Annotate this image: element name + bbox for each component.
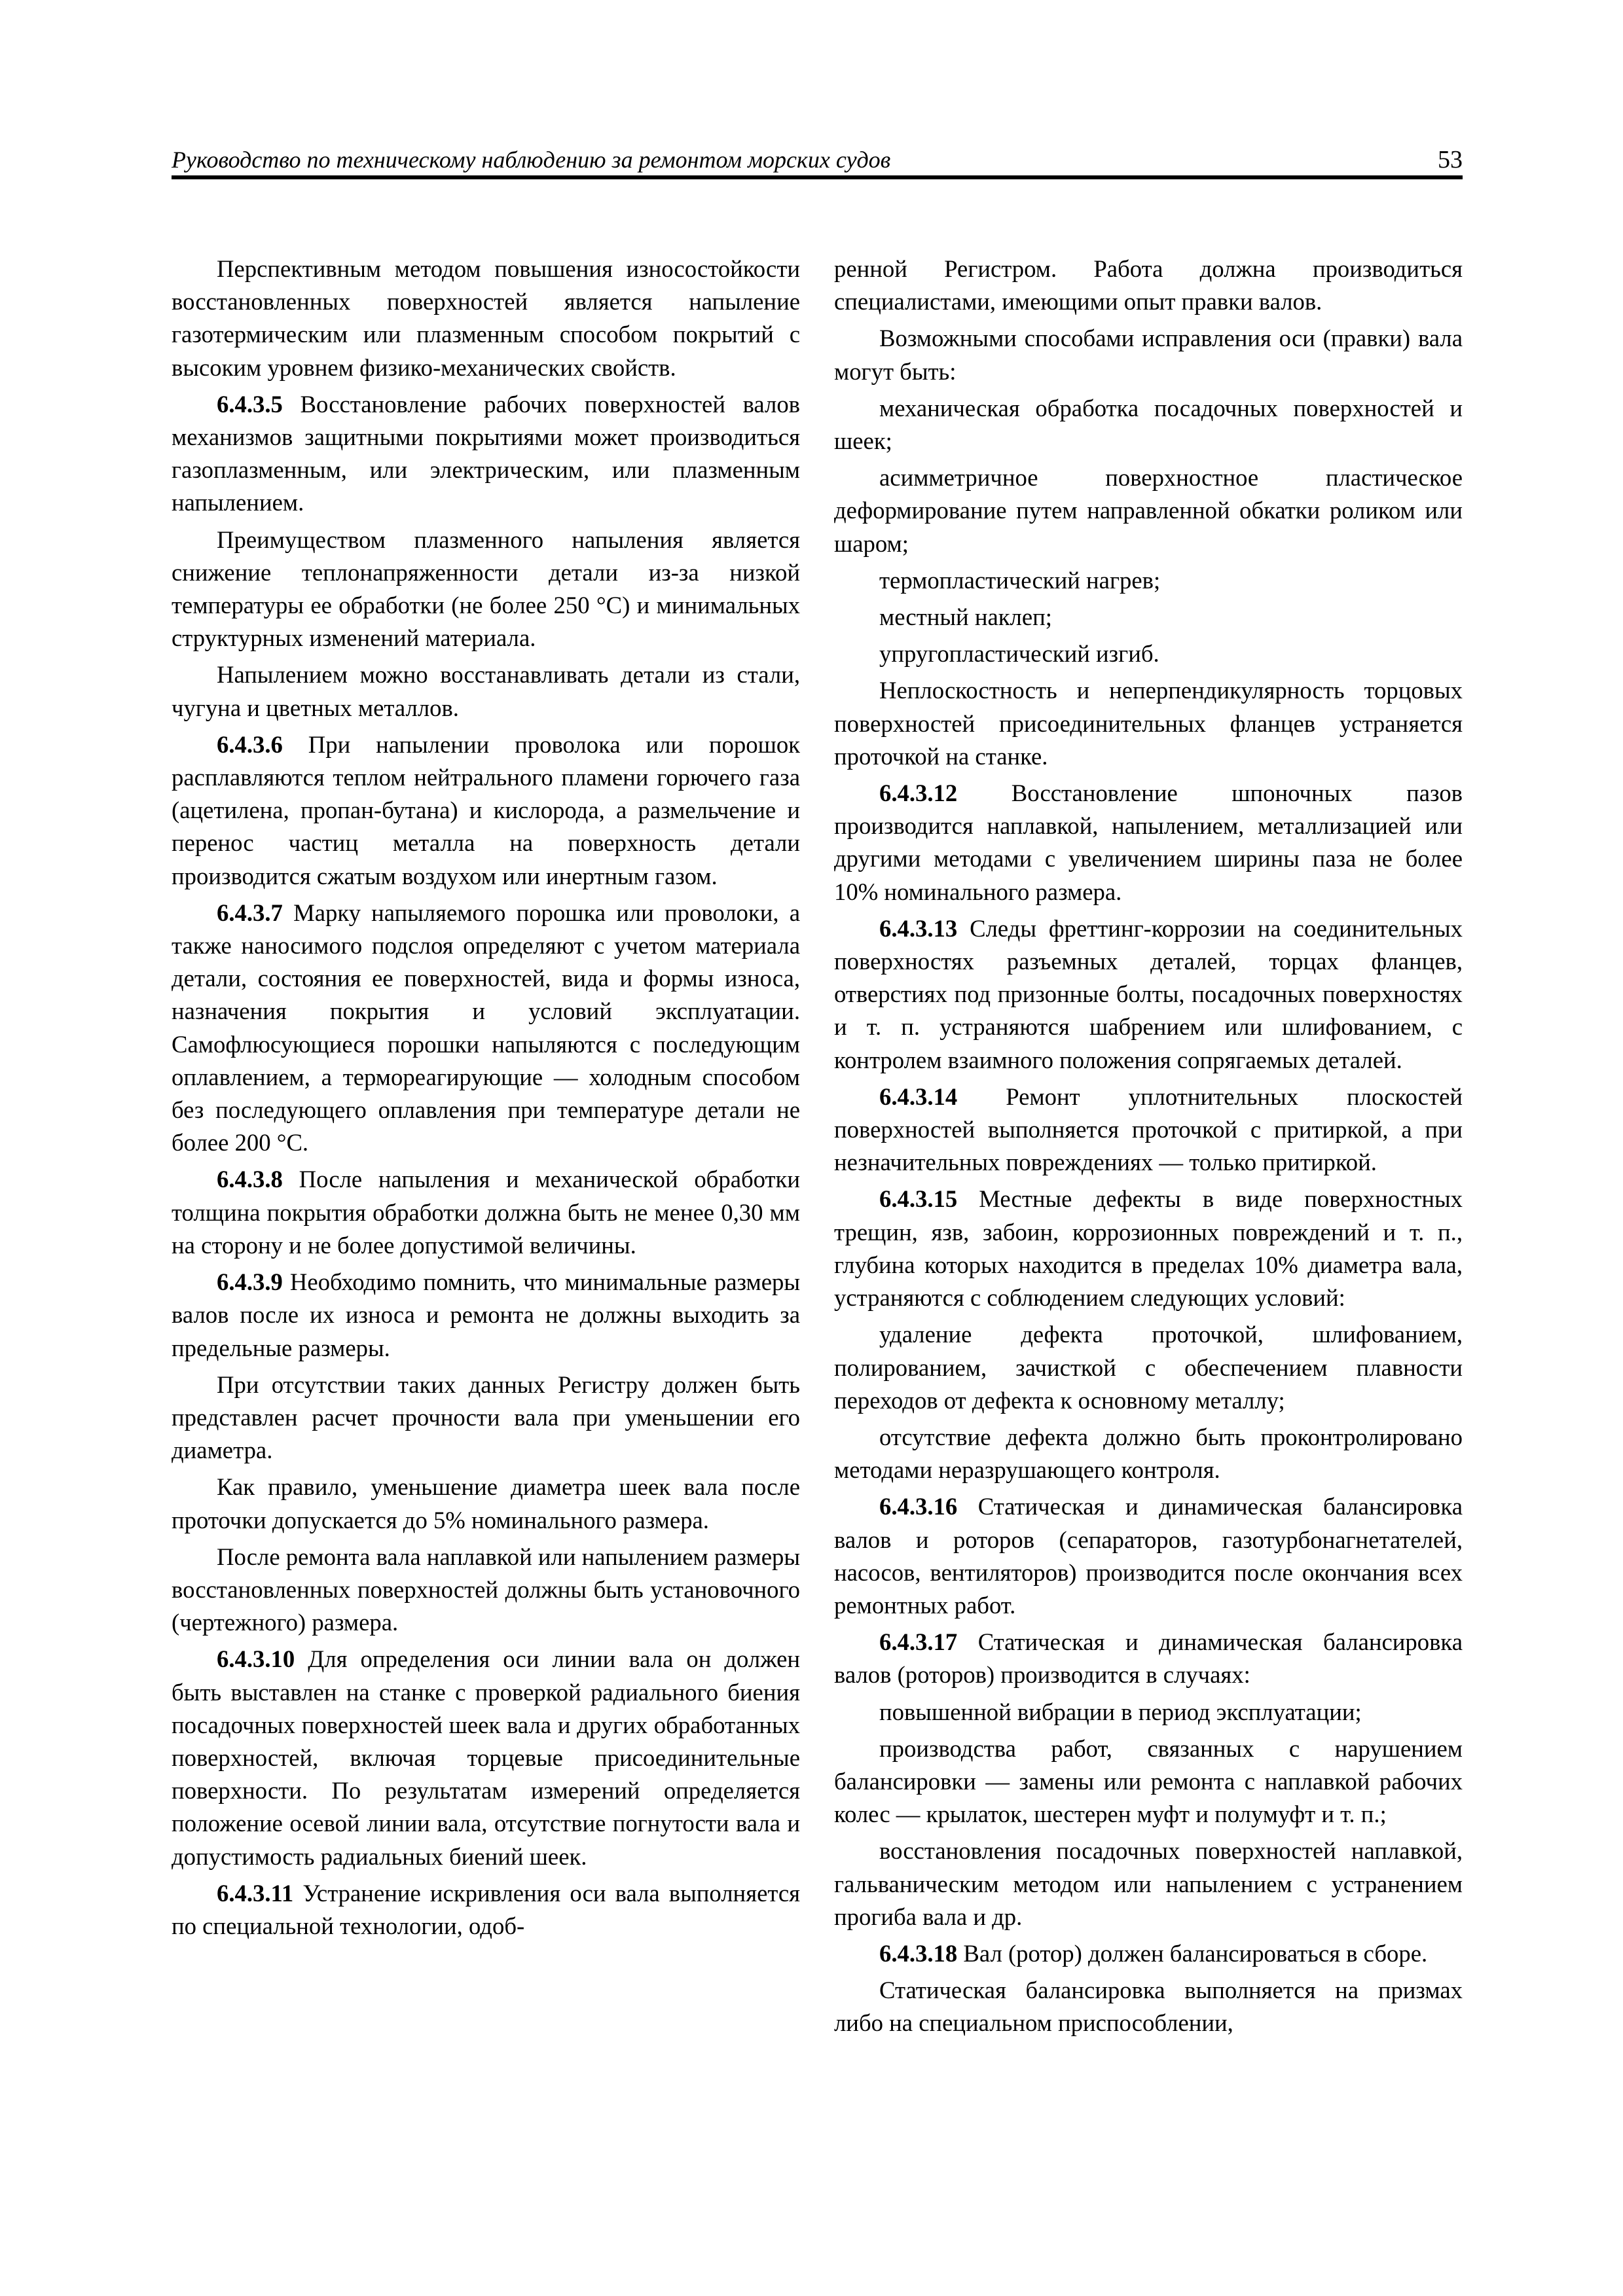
paragraph [172,253,800,384]
paragraph [172,897,800,1160]
paragraph-text: Статическая балансировка выполняется на призмах либо на специальном приспособлении, [834,1977,1463,2037]
paragraph-text: Неплоскостность и неперпендикулярность торцовых поверхностей присоединительных фланцев устраняется проточкой на станке. [834,677,1463,770]
paragraph-text: После ремонта вала наплавкой или напылением размеры восстановленных поверхностей должны быть установочного (чертежного) размера. [172,1543,800,1636]
paragraph-text: Устранение искривления оси вала выполняется по специальной технологии, одоб- [172,1879,800,1939]
paragraph [834,1421,1463,1486]
paragraph [834,1626,1463,1691]
paragraph-text: асимметричное поверхностное пластическое деформирование путем направленной обкатки роликом или шаром; [834,464,1463,557]
paragraph [834,1937,1463,1970]
section-number: 6.4.3.17 [879,1628,958,1656]
paragraph [172,1471,800,1536]
paragraph [834,601,1463,634]
paragraph-text: ренной Регистром. Работа должна производиться специалистами, имеющими опыт правки валов. [834,255,1463,315]
paragraph-text: Возможными способами исправления оси (правки) вала могут быть: [834,325,1463,385]
paragraph-text: Необходимо помнить, что минимальные размеры валов после их износа и ремонта не должны выходить за предельные размеры. [172,1268,800,1361]
paragraph [834,777,1463,908]
paragraph [834,1732,1463,1831]
paragraph-text: При отсутствии таких данных Регистру должен быть представлен расчет прочности вала при уменьшении его диаметра. [172,1371,800,1464]
paragraph-text: Восстановление шпоночных пазов производится наплавкой, напылением, металлизацией или другими методами с увеличением ширины паза не более 10% номинального размера. [834,780,1463,905]
paragraph-text: производства работ, связанных с нарушением балансировки — замены или ремонта с наплавкой рабочих колес — крылаток, шестерен муфт и полумуфт и т. п.; [834,1734,1463,1828]
paragraph [834,1696,1463,1729]
paragraph [834,912,1463,1077]
paragraph-text: Вал (ротор) должен балансироваться в сборе. [957,1939,1428,1967]
paragraph [172,1541,800,1640]
paragraph-text: Перспективным методом повышения износостойкости восстановленных поверхностей является напыление газотермическим или плазменным способом покрытий с высоким уровнем физико-механических свойств. [172,255,800,381]
paragraph-text: Статическая и динамическая балансировка валов и роторов (сепараторов, газотурбонагнетателей, насосов, вентиляторов) производится после окончания всех ремонтных работ. [834,1493,1463,1619]
paragraph-text: термопластический нагрев; [879,566,1161,594]
paragraph-text: Следы фреттинг-коррозии на соединительных поверхностях разъемных деталей, торцах фланцев, отверстиях под призонные болты, посадочных поверхностях и т. п. устраняются шабрением или шлифованием, с контролем взаимного положения сопрягаемых деталей. [834,914,1463,1073]
paragraph [834,637,1463,670]
paragraph [834,1318,1463,1417]
section-number: 6.4.3.8 [217,1166,283,1193]
right-column [834,253,1463,2044]
section-number: 6.4.3.10 [217,1645,295,1673]
section-number: 6.4.3.9 [217,1268,283,1296]
paragraph-text: Марку напыляемого порошка или проволоки, а также наносимого подслоя определяют с учетом материала детали, состояния ее поверхностей, вида и формы износа, назначения покрытия и условий эксплуатации. Самофлюсующиеся порошки напыляются с последующим оплавлением, а термореагирующие — холодным способом без последующего оплавления при температуре детали не более 200 °С. [172,899,800,1157]
paragraph [834,674,1463,773]
paragraph [834,322,1463,387]
section-number: 6.4.3.12 [879,780,958,807]
paragraph [172,728,800,893]
paragraph [834,1183,1463,1314]
section-number: 6.4.3.11 [217,1879,294,1907]
section-number: 6.4.3.15 [879,1185,958,1213]
paragraph-text: Как правило, уменьшение диаметра шеек вала после проточки допускается до 5% номинального размера. [172,1473,800,1534]
paragraph-text: механическая обработка посадочных поверхностей и шеек; [834,394,1463,455]
paragraph-text: отсутствие дефекта должно быть проконтролировано методами неразрушающего контроля. [834,1423,1463,1484]
section-number: 6.4.3.7 [217,899,283,926]
section-number: 6.4.3.14 [879,1083,958,1110]
paragraph [172,1643,800,1873]
paragraph-text: упругопластический изгиб. [879,640,1159,668]
paragraph-text: При напылении проволока или порошок расплавляются теплом нейтрального пламени горючего газа (ацетилена, пропан-бутана) и кислорода, а размельчение и перенос частиц металла на поверхность детали производится сжатым воздухом или инертным газом. [172,730,800,889]
paragraph [834,564,1463,597]
paragraph [834,1490,1463,1622]
paragraph [834,1974,1463,2039]
paragraph [834,1081,1463,1179]
left-column [172,253,800,1946]
paragraph-text: После напыления и механической обработки толщина покрытия обработки должна быть не менее 0,30 мм на сторону и не более допустимой величины. [172,1166,800,1259]
section-number: 6.4.3.16 [879,1493,958,1520]
paragraph [172,1266,800,1365]
paragraph-text: повышенной вибрации в период эксплуатации; [879,1698,1362,1725]
section-number: 6.4.3.5 [217,390,283,418]
paragraph-text: местный наклеп; [879,603,1052,631]
running-header [172,145,1463,179]
paragraph-text: Статическая и динамическая балансировка валов (роторов) производится в случаях: [834,1628,1463,1689]
section-number: 6.4.3.13 [879,914,958,942]
paragraph-text: Преимуществом плазменного напыления является снижение теплонапряженности детали из-за низкой температуры ее обработки (не более 250 °С) и минимальных структурных изменений материала. [172,526,800,652]
paragraph-text: Напылением можно восстанавливать детали из стали, чугуна и цветных металлов. [172,661,800,721]
paragraph-text: Для определения оси линии вала он должен быть выставлен на станке с проверкой радиального биения посадочных поверхностей шеек вала и других обработанных поверхностей, включая торцевые присоединительные поверхности. По результатам измерений определяется положение осевой линии вала, отсутствие погнутости вала и допустимость радиальных биений шеек. [172,1645,800,1870]
paragraph [172,1877,800,1943]
paragraph-text: удаление дефекта проточкой, шлифованием, полированием, зачисткой с обеспечением плавности переходов от дефекта к основному металлу; [834,1321,1463,1414]
paragraph-text: Восстановление рабочих поверхностей валов механизмов защитными покрытиями может производиться газоплазменным, или электрическим, или плазменным напылением. [172,390,800,516]
paragraph [834,392,1463,457]
paragraph-text: Местные дефекты в виде поверхностных трещин, язв, забоин, коррозионных повреждений и т. п., глубина которых находится в пределах 10% диаметра вала, устраняются с соблюдением следующих условий: [834,1185,1463,1312]
paragraph [172,658,800,724]
paragraph [834,461,1463,560]
running-title: Руководство по техническому наблюдению за ремонтом морских судов [172,147,891,173]
paragraph [834,1835,1463,1933]
paragraph [172,1163,800,1262]
paragraph-text: Ремонт уплотнительных плоскостей поверхностей выполняется проточкой с притиркой, а при незначительных повреждениях — только притиркой. [834,1083,1463,1176]
paragraph [172,1369,800,1467]
paragraph-text: восстановления посадочных поверхностей наплавкой, гальваническим методом или напылением с устранением прогиба вала и др. [834,1837,1463,1930]
section-number: 6.4.3.18 [879,1939,958,1967]
paragraph [172,524,800,655]
section-number: 6.4.3.6 [217,730,283,758]
paragraph [172,388,800,520]
paragraph [834,253,1463,318]
page-number: 53 [1438,146,1463,173]
